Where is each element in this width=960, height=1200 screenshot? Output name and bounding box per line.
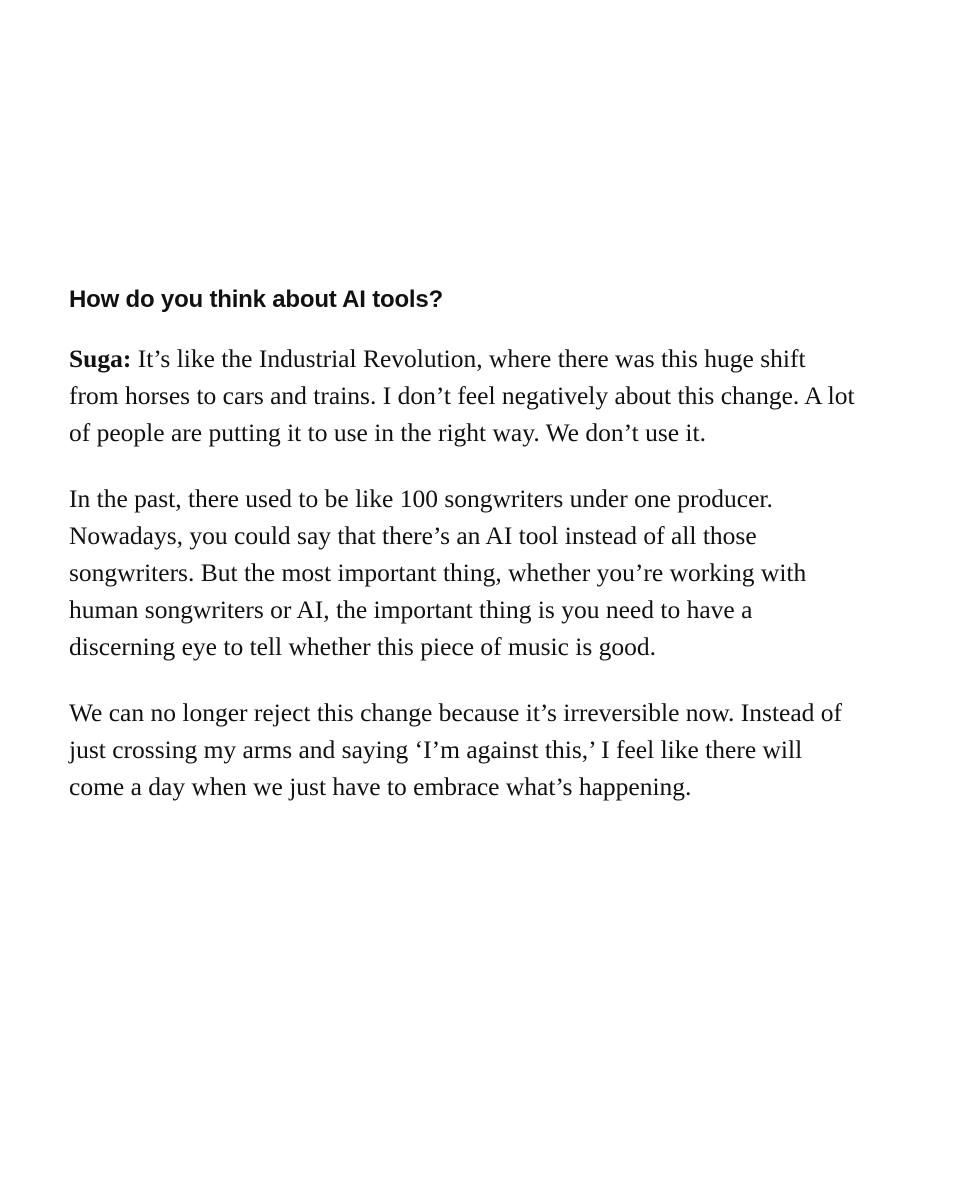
answer-paragraph	[69, 340, 859, 452]
question-heading: How do you think about AI tools?	[69, 286, 444, 313]
answer-paragraph: We can no longer reject this change because it’s irreversible now. Instead of just crossing my arms and saying ‘I’m against this,’ I feel like there will come a day when we just have to embrace what’s happening.	[69, 697, 843, 802]
answer-paragraph-text: It’s like the Industrial Revolution, where there was this huge shift from horses to cars and trains. I don’t feel negatively about this change. A lot of people are putting it to use in the right way. We don’t use it.	[69, 344, 855, 448]
interview-article	[69, 284, 859, 833]
answer-paragraph: In the past, there used to be like 100 songwriters under one producer. Nowadays, you could say that there’s an AI tool instead of all those songwriters. But the most important thing, whether you’re working with human songwriters or AI, the important thing is you need to have a discerning eye to tell whether this piece of music is good.	[69, 483, 807, 662]
speaker-label: Suga:	[69, 344, 132, 373]
